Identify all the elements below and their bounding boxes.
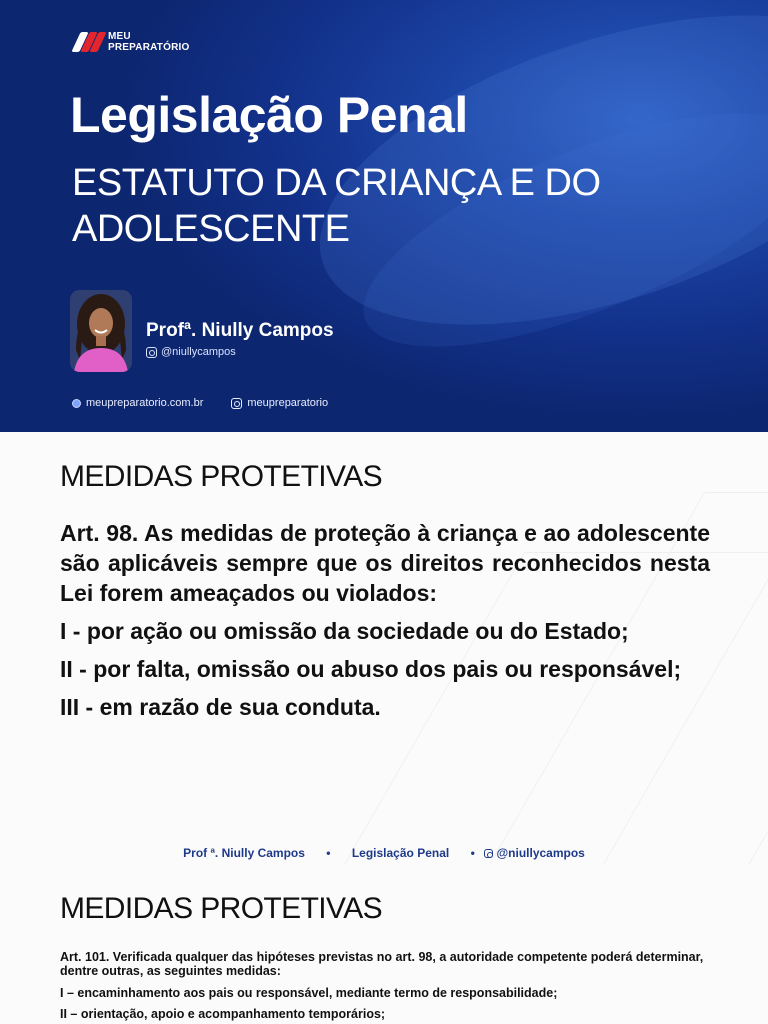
social-link[interactable] xyxy=(231,397,328,409)
brand-mark-icon xyxy=(72,30,102,54)
professor-avatar xyxy=(70,290,132,372)
website-text: meupreparatorio.com.br xyxy=(86,397,204,409)
instagram-icon xyxy=(146,347,157,358)
article-item: I - por ação ou omissão da sociedade ou do Estado; xyxy=(60,618,629,644)
brand-name xyxy=(108,31,189,53)
cover-footer xyxy=(72,397,328,409)
footer-professor: Prof ª. Niully Campos xyxy=(183,846,305,860)
article-item: III - em razão de sua conduta. xyxy=(60,694,381,720)
article-lead: Art. 101. Verificada qualquer das hipóteses previstas no art. 98, a autoridade competente poderá determinar, dentre outras, as seguintes medidas: xyxy=(60,950,704,978)
instagram-icon xyxy=(231,398,242,409)
article-lead: Art. 98. As medidas de proteção à criança e ao adolescente são aplicáveis sempre que os direitos reconhecidos nesta Lei forem ameaçados ou violados: xyxy=(60,520,710,606)
footer-separator: • xyxy=(470,846,475,860)
globe-icon xyxy=(72,399,81,408)
brand-logo xyxy=(72,30,189,54)
article-text xyxy=(60,518,710,730)
brand-line-1: MEU xyxy=(108,31,131,42)
article-item: II - por falta, omissão ou abuso dos pais ou responsável; xyxy=(60,656,682,682)
cover-slide xyxy=(0,0,768,432)
slide-art-101 xyxy=(0,864,768,1024)
cover-title: Legislação Penal xyxy=(70,87,468,143)
article-item: I – encaminhamento aos pais ou responsável, mediante termo de responsabilidade; xyxy=(60,986,558,1000)
brand-line-2: PREPARATÓRIO xyxy=(108,42,190,53)
article-item: II – orientação, apoio e acompanhamento temporários; xyxy=(60,1007,386,1021)
professor-name: Profª. Niully Campos xyxy=(146,320,334,341)
slide-art-98 xyxy=(0,432,768,864)
section-title: MEDIDAS PROTETIVAS xyxy=(60,460,383,493)
website-link[interactable] xyxy=(72,397,203,409)
instagram-icon xyxy=(484,849,493,858)
footer-instagram: @niullycampos xyxy=(496,846,585,860)
slide-footer xyxy=(0,846,768,860)
footer-separator: • xyxy=(326,846,331,860)
social-text: meupreparatorio xyxy=(247,397,329,409)
cover-subtitle: ESTATUTO DA CRIANÇA E DO ADOLESCENTE xyxy=(72,162,601,250)
article-text xyxy=(60,950,712,1024)
section-title: MEDIDAS PROTETIVAS xyxy=(60,892,383,925)
footer-course: Legislação Penal xyxy=(351,846,450,860)
professor-instagram xyxy=(146,346,236,358)
instagram-handle: @niullycampos xyxy=(161,346,236,358)
